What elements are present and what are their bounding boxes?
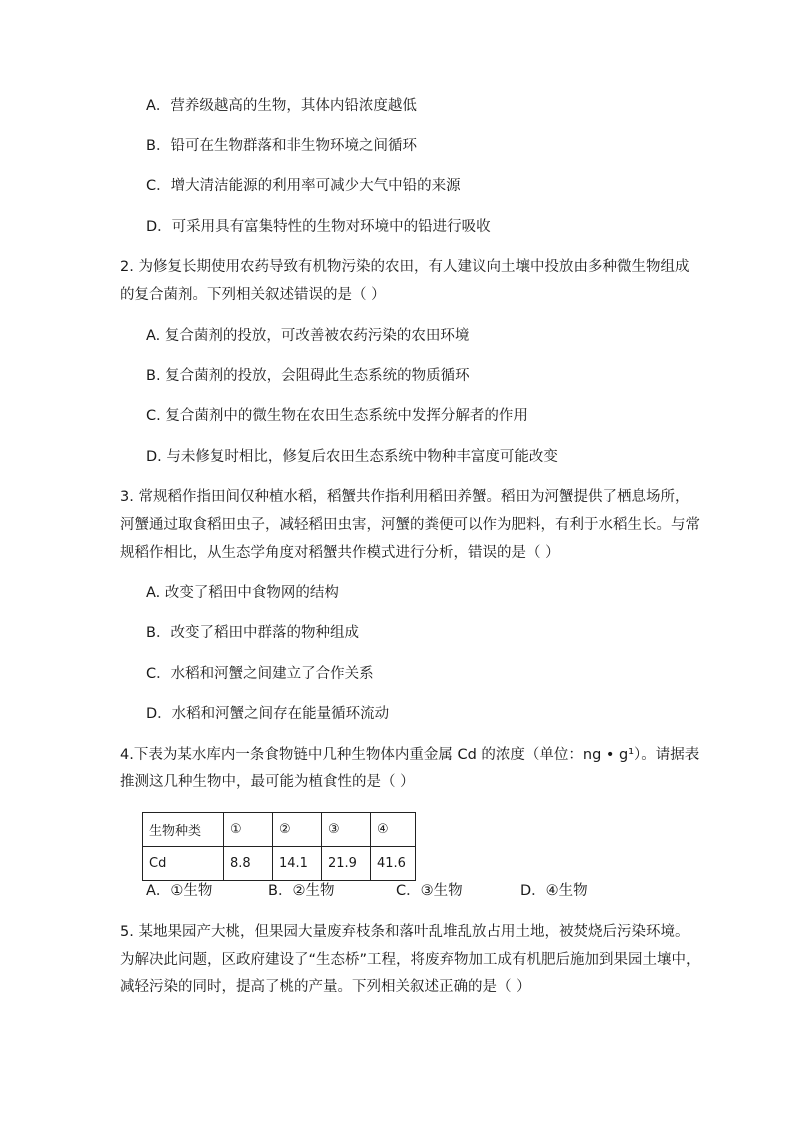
q4-choice-a: A．①生物 [146, 883, 213, 899]
q3-option-a: A. 改变了稻田中食物网的结构 [146, 585, 339, 601]
q2-option-d: D. 与未修复时相比，修复后农田生态系统中物种丰富度可能改变 [146, 449, 558, 465]
table-cell: 41.6 [371, 847, 416, 881]
q4-choice-d: D．④生物 [520, 883, 588, 899]
q3-option-c: C．水稻和河蟹之间建立了合作关系 [146, 666, 374, 682]
q2-stem-line1: 2. 为修复长期使用农药导致有机物污染的农田，有人建议向土壤中投放由多种微生物组成 [120, 259, 690, 275]
q5-stem-line3: 减轻污染的同时，提高了桃的产量。下列相关叙述正确的是（ ） [120, 979, 531, 995]
q3-stem-line2: 河蟹通过取食稻田虫子，减轻稻田虫害，河蟹的粪便可以作为肥料，有利于水稻生长。与常 [120, 517, 700, 533]
q4-choice-c: C．③生物 [396, 883, 463, 899]
q2-stem-line2: 的复合菌剂。下列相关叙述错误的是（ ） [120, 287, 386, 303]
table-cell: ① [224, 813, 273, 847]
q1-option-a: A．营养级越高的生物，其体内铅浓度越低 [146, 98, 417, 114]
q5-stem-line1: 5. 某地果园产大桃，但果园大量废弃枝条和落叶乱堆乱放占用土地，被焚烧后污染环境。 [120, 924, 690, 940]
table-cell: ② [273, 813, 322, 847]
q2-option-c: C. 复合菌剂中的微生物在农田生态系统中发挥分解者的作用 [146, 408, 528, 424]
q2-option-a: A. 复合菌剂的投放，可改善被农药污染的农田环境 [146, 328, 470, 344]
table-cell: Cd [143, 847, 224, 881]
q3-stem-line3: 规稻作相比，从生态学角度对稻蟹共作模式进行分析，错误的是（ ） [120, 545, 560, 561]
table-header-row [143, 813, 416, 847]
q3-stem-line1: 3. 常规稻作指田间仅种植水稻，稻蟹共作指利用稻田养蟹。稻田为河蟹提供了栖息场所， [120, 489, 690, 505]
q4-stem-line2: 推测这几种生物中，最可能为植食性的是（ ） [120, 774, 415, 790]
q2-option-b: B. 复合菌剂的投放，会阻碍此生态系统的物质循环 [146, 368, 470, 384]
table-cell: 8.8 [224, 847, 273, 881]
q5-stem-line2: 为解决此问题，区政府建设了“生态桥”工程，将废弃物加工成有机肥后施加到果园土壤中， [120, 952, 701, 968]
table-cell: 生物种类 [143, 813, 224, 847]
q1-option-b: B．铅可在生物群落和非生物环境之间循环 [146, 138, 417, 154]
q4-stem-line1: 4.下表为某水库内一条食物链中几种生物体内重金属 Cd 的浓度（单位：ng • g¹）。请据表 [120, 747, 700, 763]
q1-option-c: C．增大清洁能源的利用率可减少大气中铅的来源 [146, 178, 461, 194]
q4-choice-b: B．②生物 [268, 883, 335, 899]
table-cell: 14.1 [273, 847, 322, 881]
q3-option-d: D．水稻和河蟹之间存在能量循环流动 [146, 706, 390, 722]
q3-option-b: B．改变了稻田中群落的物种组成 [146, 625, 359, 641]
table-cell: ④ [371, 813, 416, 847]
cd-concentration-table [142, 812, 416, 881]
table-cell: 21.9 [322, 847, 371, 881]
q1-option-d: D．可采用具有富集特性的生物对环境中的铅进行吸收 [146, 219, 491, 235]
table-row [143, 847, 416, 881]
table-cell: ③ [322, 813, 371, 847]
